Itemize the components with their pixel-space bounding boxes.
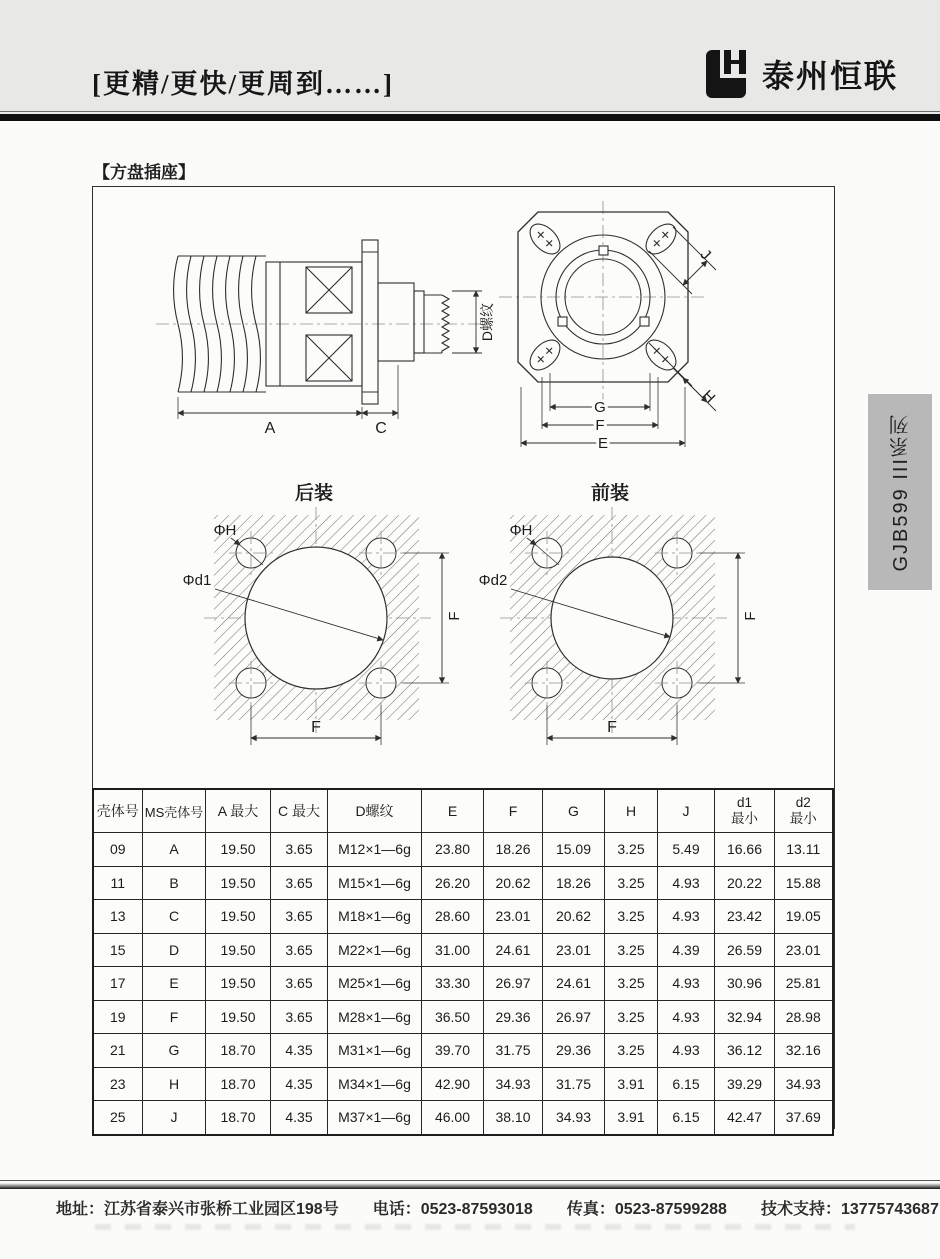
table-cell: 19.50	[206, 833, 271, 867]
table-row	[93, 833, 833, 867]
front-mount-diagram	[455, 483, 765, 755]
table-row	[93, 1034, 833, 1068]
table-cell: 19.50	[206, 866, 271, 900]
table-cell: 28.60	[422, 900, 484, 934]
table-cell: 18.26	[484, 833, 543, 867]
footer-address: 地址：江苏省泰兴市张桥工业园区198号	[56, 1201, 339, 1218]
table-header-row	[93, 789, 833, 833]
table-cell: M12×1—6g	[328, 833, 422, 867]
table-cell: 4.93	[658, 866, 715, 900]
table-cell: 3.65	[271, 1000, 328, 1034]
col-header: J	[658, 789, 715, 833]
table-cell: 3.25	[605, 933, 658, 967]
print-bleed-artifact	[95, 1224, 855, 1230]
table-cell: 31.75	[484, 1034, 543, 1068]
table-cell: 25.81	[775, 967, 833, 1001]
spec-table-body	[93, 833, 833, 1135]
table-cell: 33.30	[422, 967, 484, 1001]
table-cell: G	[143, 1034, 206, 1068]
table-cell: M37×1—6g	[328, 1101, 422, 1135]
table-cell: 46.00	[422, 1101, 484, 1135]
table-cell: 31.00	[422, 933, 484, 967]
table-row	[93, 933, 833, 967]
spec-table	[92, 788, 834, 1136]
table-cell: 4.39	[658, 933, 715, 967]
table-cell: 20.62	[543, 900, 605, 934]
dim-label-g: G	[594, 399, 606, 416]
footer-support: 技术支持：13775743687	[760, 1201, 939, 1218]
table-cell: 18.70	[206, 1067, 271, 1101]
col-header: E	[422, 789, 484, 833]
table-cell: 32.16	[775, 1034, 833, 1068]
table-cell: 24.61	[543, 967, 605, 1001]
table-cell: A	[143, 833, 206, 867]
table-cell: 29.36	[484, 1000, 543, 1034]
table-cell: 28.98	[775, 1000, 833, 1034]
table-cell: 6.15	[658, 1067, 715, 1101]
dim-g-f-e	[521, 373, 685, 452]
dim-f-right-label: F	[446, 611, 463, 621]
table-cell: 11	[93, 866, 143, 900]
dim-a-c	[178, 365, 398, 437]
table-cell: 19.50	[206, 1000, 271, 1034]
table-cell: E	[143, 967, 206, 1001]
table-cell: 4.93	[658, 900, 715, 934]
phi-h-label: ΦH	[509, 522, 533, 539]
table-cell: 26.20	[422, 866, 484, 900]
table-cell: 3.91	[605, 1067, 658, 1101]
table-cell: 19.50	[206, 900, 271, 934]
table-cell: C	[143, 900, 206, 934]
col-header: D螺纹	[328, 789, 422, 833]
table-cell: 3.65	[271, 900, 328, 934]
table-cell: 36.12	[715, 1034, 775, 1068]
table-cell: 39.70	[422, 1034, 484, 1068]
table-cell: 3.65	[271, 833, 328, 867]
table-cell: 18.70	[206, 1034, 271, 1068]
table-cell: 23.01	[543, 933, 605, 967]
table-cell: 26.97	[543, 1000, 605, 1034]
header-slogan: [更精/更快/更周到……]	[92, 69, 394, 99]
table-cell: 25	[93, 1101, 143, 1135]
connector-body	[266, 262, 362, 386]
table-cell: M18×1—6g	[328, 900, 422, 934]
dim-label-e: E	[597, 435, 609, 452]
series-side-tab	[868, 394, 932, 590]
table-cell: B	[143, 866, 206, 900]
col-header: H	[605, 789, 658, 833]
rear-mount-title: 后装	[294, 483, 334, 504]
table-cell: 36.50	[422, 1000, 484, 1034]
table-cell: 6.15	[658, 1101, 715, 1135]
side-view-drawing	[148, 207, 498, 437]
table-cell: 42.47	[715, 1101, 775, 1135]
cutout-circle	[551, 557, 673, 679]
footer	[56, 1196, 939, 1219]
content-box	[92, 186, 835, 1129]
table-cell: 20.22	[715, 866, 775, 900]
col-header-d1-top: d1	[736, 794, 753, 810]
table-cell: 13	[93, 900, 143, 934]
phi-d2-label: Φd2	[478, 572, 508, 589]
col-header-d2-bottom: 最小	[789, 811, 817, 826]
footer-divider	[0, 1180, 940, 1189]
table-cell: M28×1—6g	[328, 1000, 422, 1034]
dim-label-c: C	[375, 420, 387, 437]
dim-f-bottom-label: F	[311, 719, 321, 736]
table-cell: D	[143, 933, 206, 967]
table-cell: 21	[93, 1034, 143, 1068]
col-header: C 最大	[271, 789, 328, 833]
dim-h	[649, 343, 718, 411]
table-cell: 18.26	[543, 866, 605, 900]
table-cell: 42.90	[422, 1067, 484, 1101]
table-cell: 09	[93, 833, 143, 867]
table-cell: 19.50	[206, 933, 271, 967]
brand-name: 泰州恒联	[761, 58, 898, 94]
col-header-d1	[715, 789, 775, 833]
table-row	[93, 900, 833, 934]
table-cell: 3.65	[271, 967, 328, 1001]
table-cell: 4.35	[271, 1067, 328, 1101]
series-side-tab-label: GJB599 III系列	[889, 412, 912, 572]
table-cell: 38.10	[484, 1101, 543, 1135]
col-header-d1-bottom: 最小	[731, 811, 758, 826]
table-cell: M31×1—6g	[328, 1034, 422, 1068]
table-cell: 18.70	[206, 1101, 271, 1135]
dim-label-f: F	[595, 417, 605, 434]
table-cell: 15.09	[543, 833, 605, 867]
front-view-drawing	[493, 197, 733, 457]
front-mount-title: 前装	[590, 483, 630, 504]
table-cell: 34.93	[484, 1067, 543, 1101]
col-header-d2-top: d2	[795, 794, 811, 810]
table-row	[93, 967, 833, 1001]
table-row	[93, 1000, 833, 1034]
table-cell: M34×1—6g	[328, 1067, 422, 1101]
table-cell: H	[143, 1067, 206, 1101]
table-cell: 34.93	[543, 1101, 605, 1135]
table-cell: 34.93	[775, 1067, 833, 1101]
dim-d-thread	[452, 291, 495, 353]
col-header-d2	[775, 789, 833, 833]
dim-label-d-thread: D螺纹	[479, 302, 495, 342]
table-cell: J	[143, 1101, 206, 1135]
table-cell: 32.94	[715, 1000, 775, 1034]
col-header: G	[543, 789, 605, 833]
col-header: F	[484, 789, 543, 833]
table-cell: 39.29	[715, 1067, 775, 1101]
col-header: 壳体号	[93, 789, 143, 833]
table-cell: 23.80	[422, 833, 484, 867]
table-cell: 23.42	[715, 900, 775, 934]
table-cell: 3.65	[271, 933, 328, 967]
table-cell: 24.61	[484, 933, 543, 967]
dim-label-h: H	[698, 386, 719, 407]
table-cell: M25×1—6g	[328, 967, 422, 1001]
table-cell: 16.66	[715, 833, 775, 867]
table-cell: 17	[93, 967, 143, 1001]
table-cell: 19	[93, 1000, 143, 1034]
dim-f-bottom-label: F	[607, 719, 617, 736]
table-cell: 4.93	[658, 967, 715, 1001]
table-cell: 3.25	[605, 1034, 658, 1068]
table-cell: 37.69	[775, 1101, 833, 1135]
footer-fax: 传真：0523-87599288	[566, 1201, 727, 1218]
table-cell: 3.25	[605, 900, 658, 934]
table-cell: 31.75	[543, 1067, 605, 1101]
section-label: 【方盘插座】	[93, 163, 195, 182]
table-cell: 23.01	[484, 900, 543, 934]
table-cell: 4.93	[658, 1000, 715, 1034]
lh-logo-icon	[700, 48, 752, 100]
table-cell: 3.91	[605, 1101, 658, 1135]
table-cell: 15	[93, 933, 143, 967]
table-row	[93, 1101, 833, 1135]
table-cell: 23	[93, 1067, 143, 1101]
table-cell: 19.50	[206, 967, 271, 1001]
table-cell: M15×1—6g	[328, 866, 422, 900]
table-cell: 26.97	[484, 967, 543, 1001]
table-cell: 20.62	[484, 866, 543, 900]
table-cell: 3.25	[605, 833, 658, 867]
table-row	[93, 1067, 833, 1101]
table-cell: 4.35	[271, 1034, 328, 1068]
table-cell: 23.01	[775, 933, 833, 967]
table-cell: M22×1—6g	[328, 933, 422, 967]
table-cell: 4.93	[658, 1034, 715, 1068]
dim-label-j: J	[696, 246, 715, 264]
col-header: MS壳体号	[143, 789, 206, 833]
table-row	[93, 866, 833, 900]
dim-f-right-label: F	[742, 611, 759, 621]
cutout-circle	[245, 547, 387, 689]
dim-label-a: A	[264, 420, 276, 437]
footer-phone: 电话：0523-87593018	[372, 1201, 533, 1218]
table-cell: 29.36	[543, 1034, 605, 1068]
rear-mount-diagram	[159, 483, 469, 755]
table-cell: 26.59	[715, 933, 775, 967]
table-cell: 19.05	[775, 900, 833, 934]
table-cell: 4.35	[271, 1101, 328, 1135]
table-cell: 3.25	[605, 866, 658, 900]
flange	[362, 240, 378, 404]
table-cell: 13.11	[775, 833, 833, 867]
col-header: A 最大	[206, 789, 271, 833]
table-cell: 30.96	[715, 967, 775, 1001]
table-cell: 3.25	[605, 967, 658, 1001]
table-cell: F	[143, 1000, 206, 1034]
phi-h-label: ΦH	[213, 522, 237, 539]
table-cell: 15.88	[775, 866, 833, 900]
phi-d1-label: Φd1	[182, 572, 212, 589]
company-logo	[700, 48, 898, 100]
table-cell: 3.25	[605, 1000, 658, 1034]
dim-j	[649, 227, 716, 294]
table-cell: 5.49	[658, 833, 715, 867]
header-divider	[0, 111, 940, 121]
rear-thread-section	[378, 283, 449, 361]
table-cell: 3.65	[271, 866, 328, 900]
